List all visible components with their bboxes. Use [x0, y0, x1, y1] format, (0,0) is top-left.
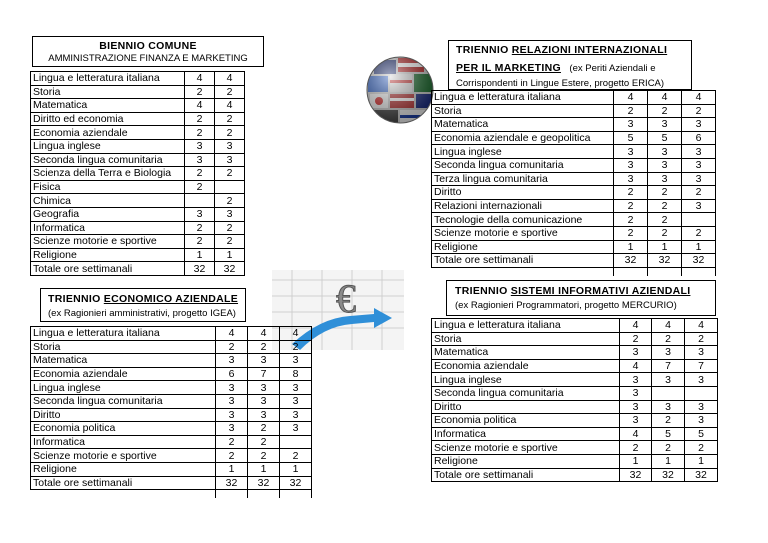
subject-cell: Terza lingua comunitaria [432, 172, 614, 186]
hours-cell: 1 [248, 462, 280, 476]
subject-cell: Seconda lingua comunitaria [432, 386, 620, 400]
table-row [31, 99, 245, 113]
table-row [31, 139, 245, 153]
table-row [432, 346, 718, 360]
sia-title [455, 285, 715, 297]
hours-cell: 7 [685, 359, 718, 373]
table-row [432, 400, 718, 414]
hours-cell: 4 [648, 91, 682, 105]
table-row [31, 207, 245, 221]
table-row [432, 91, 716, 105]
hours-cell: 2 [648, 213, 682, 227]
subject-cell: Totale ore settimanali [31, 262, 185, 276]
hours-cell: 3 [652, 373, 685, 387]
subject-cell: Economia aziendale e geopolitica [432, 131, 614, 145]
subject-cell: Tecnologie della comunicazione [432, 213, 614, 227]
hours-cell: 3 [215, 153, 245, 167]
table-row [432, 172, 716, 186]
table-row [31, 394, 312, 408]
hours-cell: 3 [248, 408, 280, 422]
subject-cell: Matematica [432, 118, 614, 132]
hours-cell: 3 [682, 118, 716, 132]
hours-cell: 4 [620, 359, 652, 373]
subject-cell: Seconda lingua comunitaria [31, 153, 185, 167]
hours-cell: 4 [620, 319, 652, 333]
hours-cell: 4 [280, 327, 312, 341]
hours-cell: 2 [620, 441, 652, 455]
sia-table [431, 318, 718, 482]
hours-cell: 2 [185, 112, 215, 126]
hours-cell: 1 [280, 462, 312, 476]
table-tail-row [31, 490, 312, 499]
hours-cell: 2 [215, 221, 245, 235]
subject-cell: Matematica [31, 354, 216, 368]
hours-cell: 1 [185, 248, 215, 262]
hours-cell: 2 [614, 213, 648, 227]
hours-cell: 32 [620, 468, 652, 482]
hours-cell: 3 [248, 394, 280, 408]
hours-cell: 1 [620, 454, 652, 468]
hours-cell: 32 [215, 262, 245, 276]
hours-cell: 3 [185, 207, 215, 221]
table-row [31, 235, 245, 249]
hours-cell: 3 [216, 422, 248, 436]
hours-cell: 2 [685, 332, 718, 346]
table-row [31, 126, 245, 140]
hours-cell: 2 [185, 235, 215, 249]
hours-cell: 1 [652, 454, 685, 468]
subject-cell: Economia aziendale [432, 359, 620, 373]
hours-cell: 3 [215, 139, 245, 153]
subject-cell: Lingua inglese [432, 145, 614, 159]
hours-cell: 2 [215, 126, 245, 140]
hours-cell: 3 [185, 139, 215, 153]
subject-cell: Diritto [31, 408, 216, 422]
table-row [31, 248, 245, 262]
subject-cell: Religione [31, 462, 216, 476]
hours-cell: 2 [648, 199, 682, 213]
table-row [31, 221, 245, 235]
hours-cell: 3 [685, 414, 718, 428]
hours-cell: 1 [685, 454, 718, 468]
hours-cell: 4 [682, 91, 716, 105]
afm-table [30, 326, 312, 498]
hours-cell: 2 [682, 104, 716, 118]
hours-cell: 2 [215, 194, 245, 208]
subject-cell: Chimica [31, 194, 185, 208]
hours-cell: 3 [682, 158, 716, 172]
table-row [432, 118, 716, 132]
empty-cell [682, 267, 716, 276]
table-row [432, 240, 716, 254]
hours-cell: 32 [280, 476, 312, 490]
table-row [31, 462, 312, 476]
empty-cell [432, 267, 614, 276]
hours-cell [280, 435, 312, 449]
hours-cell [185, 194, 215, 208]
afm-title-prefix: TRIENNIO [48, 293, 104, 305]
subject-cell: Lingua inglese [31, 381, 216, 395]
hours-cell: 3 [685, 346, 718, 360]
hours-cell: 2 [248, 435, 280, 449]
hours-cell: 3 [280, 354, 312, 368]
hours-cell: 4 [215, 99, 245, 113]
hours-cell: 2 [652, 332, 685, 346]
subject-cell: Lingua e letteratura italiana [31, 72, 185, 86]
hours-cell: 3 [216, 408, 248, 422]
hours-cell: 3 [685, 400, 718, 414]
hours-cell: 3 [215, 207, 245, 221]
hours-cell: 3 [614, 158, 648, 172]
table-row [432, 254, 716, 268]
subject-cell: Scienze motorie e sportive [432, 441, 620, 455]
hours-cell: 2 [248, 422, 280, 436]
hours-cell: 3 [280, 381, 312, 395]
hours-cell: 2 [620, 332, 652, 346]
hours-cell: 3 [280, 394, 312, 408]
hours-cell: 3 [620, 373, 652, 387]
hours-cell: 32 [614, 254, 648, 268]
hours-cell: 3 [185, 153, 215, 167]
hours-cell: 3 [280, 422, 312, 436]
hours-cell: 2 [648, 186, 682, 200]
subject-cell: Scienze motorie e sportive [31, 235, 185, 249]
hours-cell: 3 [216, 381, 248, 395]
hours-cell: 2 [614, 104, 648, 118]
subject-cell: Storia [432, 332, 620, 346]
hours-cell: 2 [248, 449, 280, 463]
subject-cell: Matematica [31, 99, 185, 113]
hours-cell [652, 386, 685, 400]
hours-cell: 32 [248, 476, 280, 490]
biennio-title: BIENNIO COMUNE [99, 40, 197, 52]
subject-cell: Religione [432, 454, 620, 468]
subject-cell: Diritto [432, 186, 614, 200]
hours-cell: 3 [682, 172, 716, 186]
hours-cell: 3 [216, 354, 248, 368]
table-row [432, 104, 716, 118]
hours-cell: 4 [185, 99, 215, 113]
hours-cell: 3 [614, 172, 648, 186]
table-row [432, 468, 718, 482]
hours-cell: 2 [682, 186, 716, 200]
subject-cell: Economia politica [432, 414, 620, 428]
hours-cell: 32 [648, 254, 682, 268]
table-row [31, 435, 312, 449]
hours-cell: 2 [215, 112, 245, 126]
hours-cell: 1 [682, 240, 716, 254]
biennio-header [32, 36, 264, 67]
table-row [432, 373, 718, 387]
subject-cell: Storia [432, 104, 614, 118]
hours-cell: 2 [685, 441, 718, 455]
empty-cell [31, 490, 216, 499]
hours-cell: 2 [248, 340, 280, 354]
subject-cell: Lingua inglese [31, 139, 185, 153]
table-row [432, 131, 716, 145]
sia-subtitle: (ex Ragionieri Programmatori, progetto MERCURIO) [455, 300, 677, 311]
subject-cell: Lingua inglese [432, 373, 620, 387]
hours-cell: 4 [614, 91, 648, 105]
hours-cell: 3 [620, 414, 652, 428]
hours-cell: 2 [185, 126, 215, 140]
rim-subtitle-inline: (ex Periti Aziendali e [569, 63, 656, 74]
table-row [31, 72, 245, 86]
hours-cell: 2 [614, 199, 648, 213]
table-row [31, 367, 312, 381]
biennio-subtitle: AMMINISTRAZIONE FINANZA E MARKETING [48, 53, 248, 64]
hours-cell: 3 [682, 199, 716, 213]
hours-cell: 2 [216, 449, 248, 463]
rim-title-line1 [456, 44, 691, 56]
hours-cell: 32 [216, 476, 248, 490]
hours-cell [682, 213, 716, 227]
hours-cell [215, 180, 245, 194]
table-row [31, 449, 312, 463]
subject-cell: Totale ore settimanali [432, 254, 614, 268]
hours-cell: 5 [652, 427, 685, 441]
table-row [432, 441, 718, 455]
hours-cell: 4 [215, 72, 245, 86]
hours-cell: 4 [652, 319, 685, 333]
hours-cell: 6 [682, 131, 716, 145]
hours-cell: 32 [185, 262, 215, 276]
subject-cell: Matematica [432, 346, 620, 360]
subject-cell: Economia politica [31, 422, 216, 436]
table-row [432, 145, 716, 159]
hours-cell: 3 [685, 373, 718, 387]
hours-cell: 2 [215, 235, 245, 249]
hours-cell: 1 [648, 240, 682, 254]
hours-cell: 2 [185, 167, 215, 181]
subject-cell: Diritto ed economia [31, 112, 185, 126]
subject-cell: Lingua e letteratura italiana [432, 91, 614, 105]
subject-cell: Relazioni internazionali [432, 199, 614, 213]
subject-cell: Storia [31, 85, 185, 99]
subject-cell: Totale ore settimanali [31, 476, 216, 490]
afm-header [40, 288, 246, 322]
rim-subtitle-line2: Corrispondenti in Lingue Estere, progetto ERICA) [456, 78, 665, 89]
subject-cell: Totale ore settimanali [432, 468, 620, 482]
hours-cell: 3 [620, 386, 652, 400]
hours-cell: 3 [216, 394, 248, 408]
hours-cell: 2 [185, 85, 215, 99]
table-row [432, 427, 718, 441]
table-row [31, 422, 312, 436]
hours-cell: 1 [216, 462, 248, 476]
table-row [31, 354, 312, 368]
euro-symbol: € [336, 276, 356, 321]
hours-cell: 4 [185, 72, 215, 86]
subject-cell: Storia [31, 340, 216, 354]
table-row [31, 408, 312, 422]
hours-cell: 32 [652, 468, 685, 482]
table-row [432, 414, 718, 428]
subject-cell: Scienze motorie e sportive [432, 226, 614, 240]
afm-title-main: ECONOMICO AZIENDALE [103, 293, 239, 305]
subject-cell: Lingua e letteratura italiana [432, 319, 620, 333]
table-row [31, 194, 245, 208]
empty-cell [280, 490, 312, 499]
hours-cell: 4 [248, 327, 280, 341]
globe-flags-image [366, 42, 434, 138]
subject-cell: Diritto [432, 400, 620, 414]
empty-cell [248, 490, 280, 499]
hours-cell: 4 [620, 427, 652, 441]
rim-table [431, 90, 716, 276]
hours-cell: 3 [648, 145, 682, 159]
hours-cell: 2 [682, 226, 716, 240]
subject-cell: Scienza della Terra e Biologia [31, 167, 185, 181]
hours-cell: 3 [652, 346, 685, 360]
subject-cell: Economia aziendale [31, 367, 216, 381]
table-row [31, 327, 312, 341]
subject-cell: Fisica [31, 180, 185, 194]
hours-cell: 2 [215, 85, 245, 99]
hours-cell: 3 [682, 145, 716, 159]
subject-cell: Geografia [31, 207, 185, 221]
empty-cell [648, 267, 682, 276]
biennio-table [30, 71, 245, 276]
subject-cell: Informatica [31, 221, 185, 235]
hours-cell: 4 [685, 319, 718, 333]
rim-title-line2 [456, 58, 691, 76]
sia-title-main: SISTEMI INFORMATIVI AZIENDALI [510, 285, 691, 297]
hours-cell: 3 [620, 400, 652, 414]
subject-cell: Religione [432, 240, 614, 254]
hours-cell: 2 [215, 167, 245, 181]
rim-title-main-2: PER IL MARKETING [456, 62, 561, 74]
hours-cell: 2 [280, 449, 312, 463]
hours-cell: 2 [614, 186, 648, 200]
table-row [31, 262, 245, 276]
table-row [432, 319, 718, 333]
empty-cell [614, 267, 648, 276]
table-row [432, 158, 716, 172]
subject-cell: Religione [31, 248, 185, 262]
rim-title-main: RELAZIONI INTERNAZIONALI [511, 44, 668, 56]
empty-cell [216, 490, 248, 499]
hours-cell: 3 [248, 381, 280, 395]
hours-cell: 1 [215, 248, 245, 262]
hours-cell: 8 [280, 367, 312, 381]
hours-cell: 3 [614, 145, 648, 159]
hours-cell: 4 [216, 327, 248, 341]
table-row [31, 112, 245, 126]
afm-title [48, 293, 245, 305]
hours-cell: 3 [614, 118, 648, 132]
hours-cell: 5 [648, 131, 682, 145]
table-row [432, 332, 718, 346]
table-row [432, 213, 716, 227]
hours-cell: 3 [620, 346, 652, 360]
table-tail-row [432, 267, 716, 276]
sia-title-prefix: TRIENNIO [455, 285, 511, 297]
hours-cell: 3 [280, 408, 312, 422]
sia-header [446, 280, 716, 316]
hours-cell: 7 [652, 359, 685, 373]
hours-cell: 3 [248, 354, 280, 368]
hours-cell: 3 [652, 400, 685, 414]
table-row [31, 153, 245, 167]
hours-cell: 3 [648, 172, 682, 186]
hours-cell: 5 [614, 131, 648, 145]
afm-subtitle: (ex Ragionieri amministrativi, progetto IGEA) [48, 308, 236, 319]
hours-cell: 2 [280, 340, 312, 354]
hours-cell: 2 [185, 221, 215, 235]
rim-header [448, 40, 692, 90]
hours-cell: 2 [652, 414, 685, 428]
table-row [31, 85, 245, 99]
table-row [432, 199, 716, 213]
table-row [31, 167, 245, 181]
table-row [432, 186, 716, 200]
subject-cell: Scienze motorie e sportive [31, 449, 216, 463]
hours-cell: 32 [682, 254, 716, 268]
table-row [432, 359, 718, 373]
hours-cell: 2 [185, 180, 215, 194]
hours-cell: 32 [685, 468, 718, 482]
table-row [432, 386, 718, 400]
table-row [432, 226, 716, 240]
hours-cell: 2 [652, 441, 685, 455]
hours-cell: 2 [614, 226, 648, 240]
table-row [31, 180, 245, 194]
hours-cell: 5 [685, 427, 718, 441]
table-row [432, 454, 718, 468]
hours-cell: 2 [216, 340, 248, 354]
subject-cell: Economia aziendale [31, 126, 185, 140]
hours-cell: 1 [614, 240, 648, 254]
table-row [31, 476, 312, 490]
hours-cell: 3 [648, 118, 682, 132]
subject-cell: Seconda lingua comunitaria [432, 158, 614, 172]
table-row [31, 340, 312, 354]
rim-title-prefix: TRIENNIO [456, 44, 512, 56]
hours-cell: 2 [648, 226, 682, 240]
subject-cell: Informatica [31, 435, 216, 449]
hours-cell: 7 [248, 367, 280, 381]
hours-cell: 3 [648, 158, 682, 172]
hours-cell: 2 [648, 104, 682, 118]
hours-cell: 2 [216, 435, 248, 449]
subject-cell: Seconda lingua comunitaria [31, 394, 216, 408]
hours-cell [685, 386, 718, 400]
subject-cell: Informatica [432, 427, 620, 441]
table-row [31, 381, 312, 395]
hours-cell: 6 [216, 367, 248, 381]
subject-cell: Lingua e letteratura italiana [31, 327, 216, 341]
